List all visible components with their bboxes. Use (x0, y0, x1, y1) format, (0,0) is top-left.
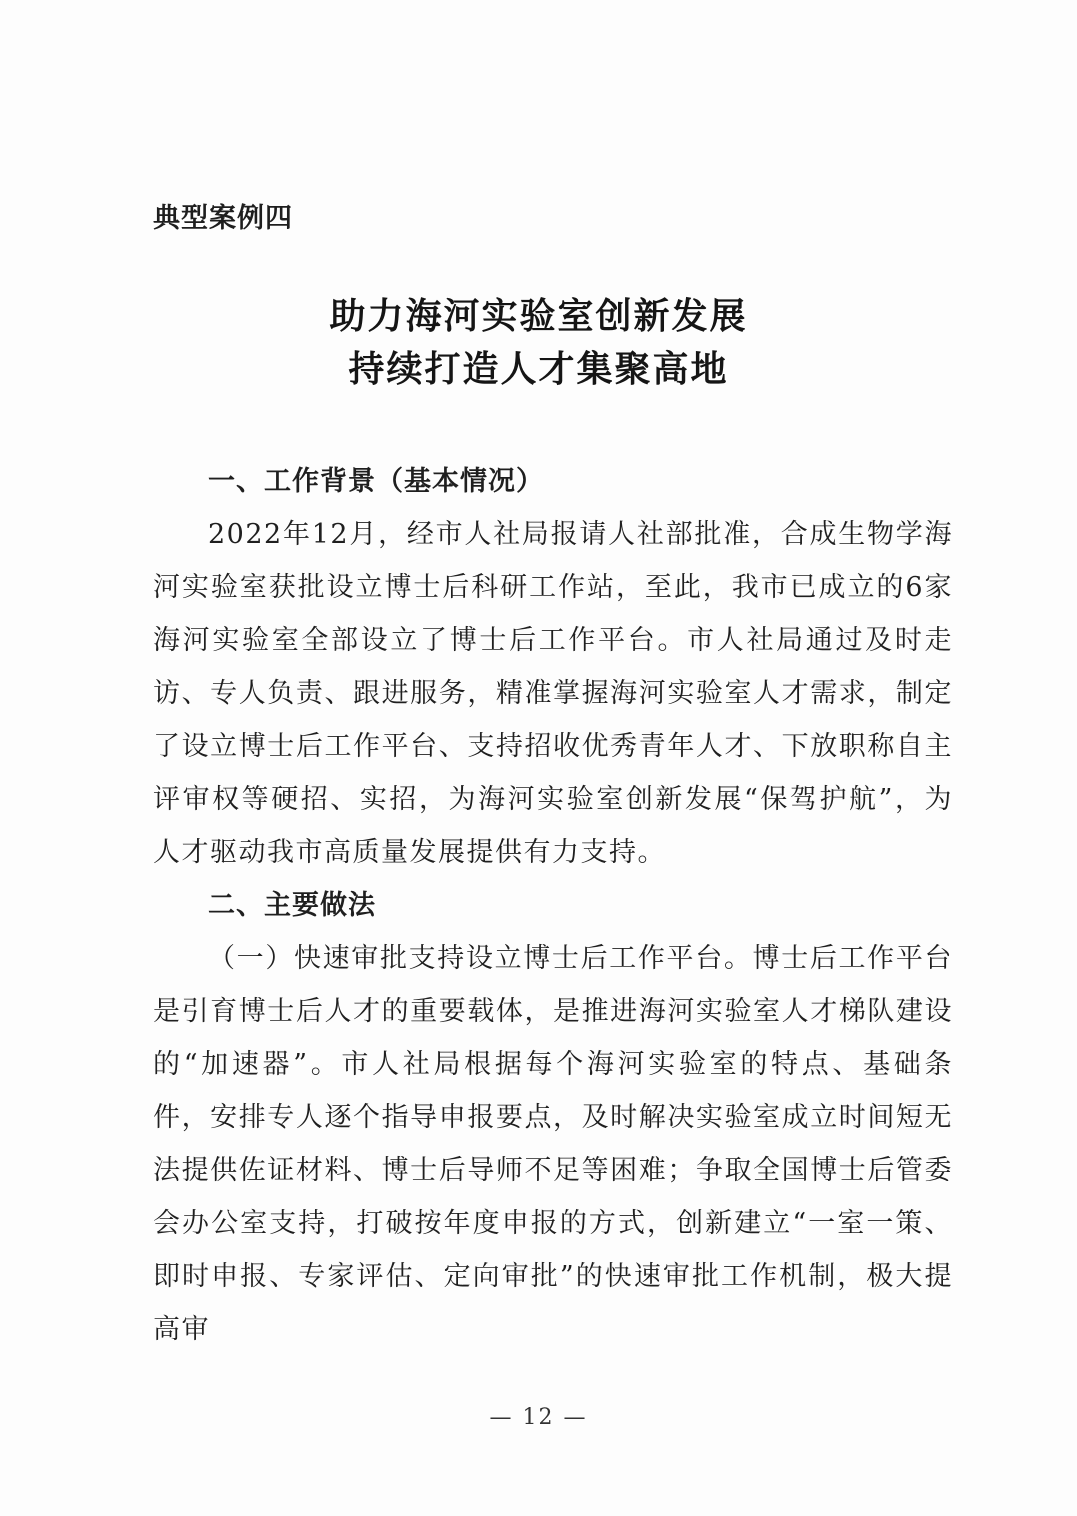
section-2-paragraph: （一）快速审批支持设立博士后工作平台。博士后工作平台是引育博士后人才的重要载体，是推进海河实验室人才梯队建设的“加速器”。市人社局根据每个海河实验室的特点、基础条件，安排专人逐个指导申报要点，及时解决实验室成立时间短无法提供佐证材料、博士后导师不足等困难；争取全国博士后管委会办公室支持，打破按年度申报的方式，创新建立“一室一策、即时申报、专家评估、定向审批”的快速审批工作机制，极大提高审 (153, 943, 953, 1345)
body-text (153, 455, 953, 1356)
document-title (0, 290, 1077, 396)
section-1-paragraph: 2022年12月，经市人社局报请人社部批准，合成生物学海河实验室获批设立博士后科研工作站，至此，我市已成立的6家海河实验室全部设立了博士后工作平台。市人社局通过及时走访、专人负责、跟进服务，精准掌握海河实验室人才需求，制定了设立博士后工作平台、支持招收优秀青年人才、下放职称自主评审权等硬招、实招，为海河实验室创新发展“保驾护航”，为人才驱动我市高质量发展提供有力支持。 (153, 519, 953, 868)
page-number: — 12 — (489, 1405, 588, 1430)
title-line-1: 助力海河实验室创新发展 (329, 295, 748, 337)
section-1-heading: 一、工作背景（基本情况） (208, 466, 544, 497)
title-line-2: 持续打造人才集聚高地 (348, 348, 729, 390)
section-2-heading: 二、主要做法 (208, 890, 376, 921)
case-label: 典型案例四 (153, 203, 293, 234)
